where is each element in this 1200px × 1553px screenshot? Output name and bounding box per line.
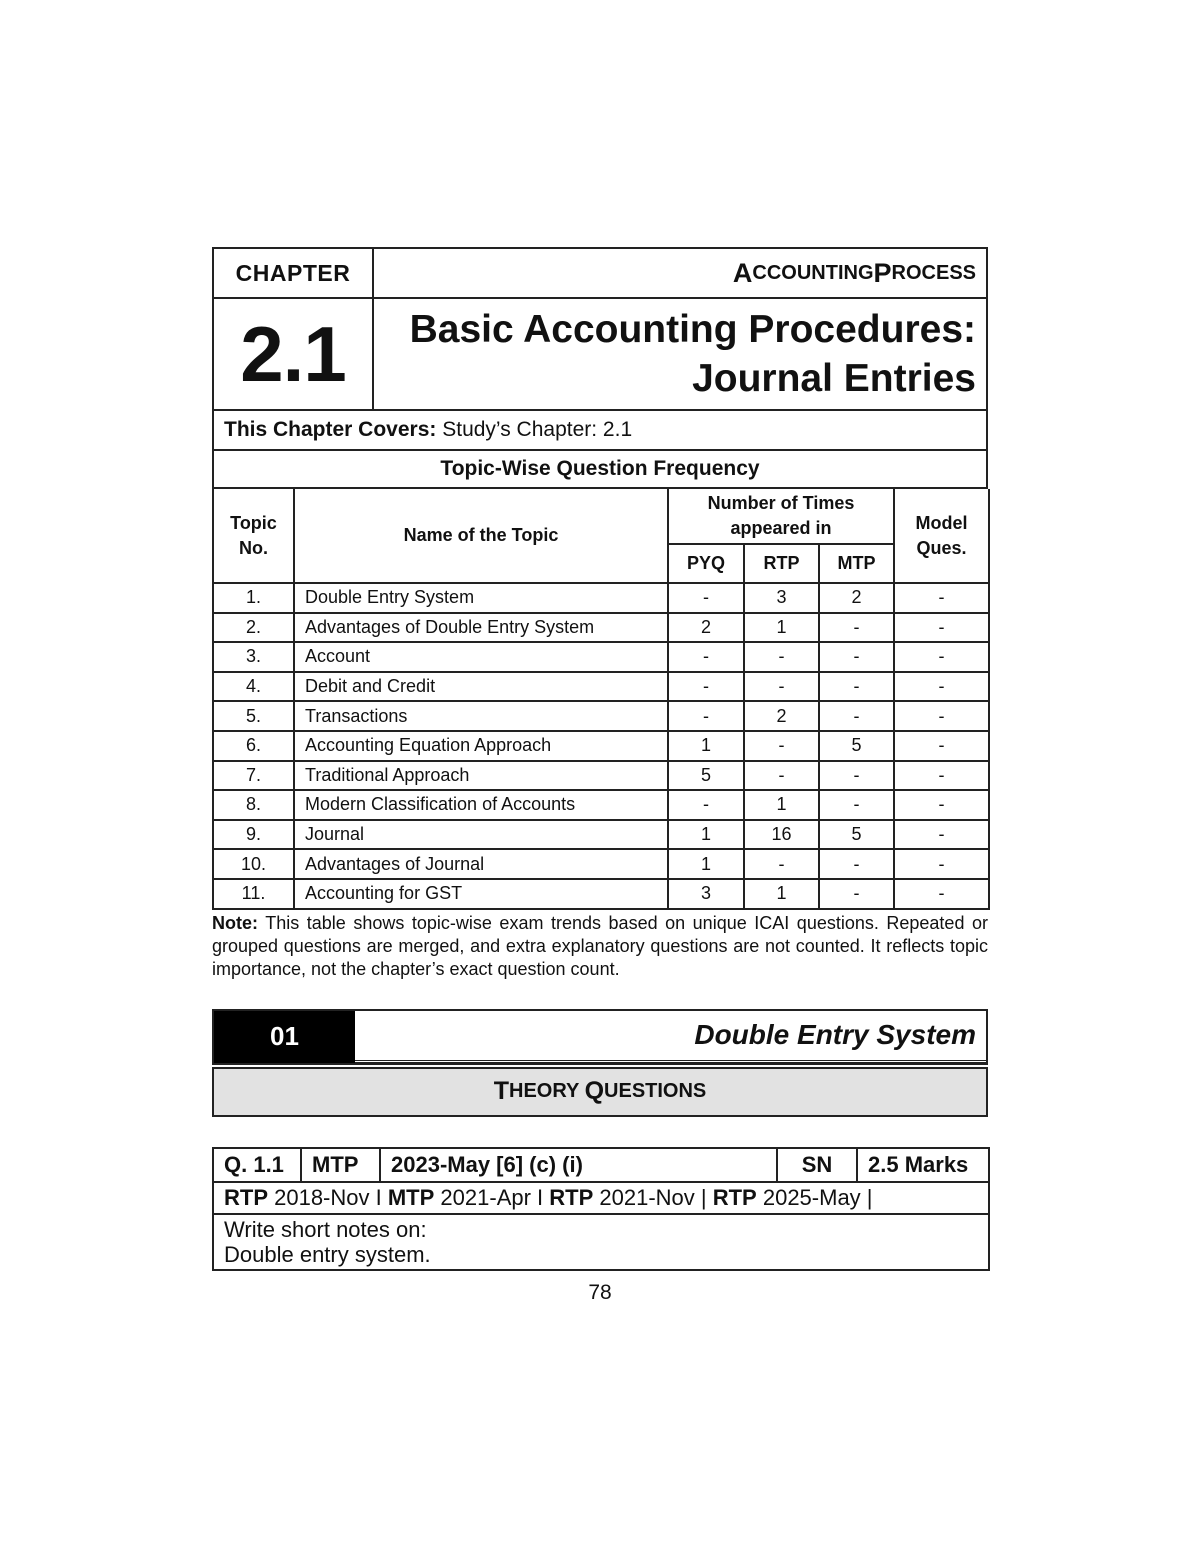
- table-row: [213, 583, 989, 613]
- reference-source: RTP: [224, 1184, 268, 1210]
- rtp-cell: -: [744, 672, 819, 702]
- rtp-cell: -: [744, 731, 819, 761]
- rtp-cell: -: [744, 761, 819, 791]
- table-row: [213, 672, 989, 702]
- covers-label: This Chapter Covers:: [224, 418, 437, 441]
- reference-source: RTP: [712, 1184, 757, 1210]
- theory-initial-1: T: [493, 1077, 509, 1106]
- question-source: MTP: [301, 1148, 380, 1182]
- model-ques-cell: -: [894, 583, 989, 613]
- reference-separator: |: [700, 1184, 713, 1210]
- chapter-title-line-1: Basic Accounting Procedures:: [409, 308, 976, 351]
- part-name-rest-2: ROCESS: [891, 261, 976, 284]
- pyq-cell: 1: [668, 820, 744, 850]
- topic-name-cell: Journal: [294, 820, 668, 850]
- question-type: SN: [777, 1148, 857, 1182]
- theory-rest-2: UESTIONS: [604, 1080, 707, 1103]
- section-header: [212, 1009, 988, 1065]
- pyq-cell: -: [668, 790, 744, 820]
- table-row: [213, 731, 989, 761]
- mtp-cell: 5: [819, 731, 894, 761]
- reference-separator: I: [537, 1184, 550, 1210]
- mtp-cell: 2: [819, 583, 894, 613]
- chapter-header: [212, 247, 988, 411]
- reference-date: 2021-Nov: [593, 1184, 701, 1210]
- header-times-appeared: [668, 489, 894, 544]
- header-rtp: RTP: [744, 544, 819, 583]
- topic-name-cell: Accounting Equation Approach: [294, 731, 668, 761]
- topic-name-cell: Double Entry System: [294, 583, 668, 613]
- question-references: [213, 1182, 989, 1214]
- question-attempt: 2023-May [6] (c) (i): [380, 1148, 777, 1182]
- question-text-line-1: Write short notes on:: [224, 1216, 427, 1242]
- topic-no-cell: 7.: [213, 761, 294, 791]
- part-name-rest-1: CCOUNTING: [752, 261, 874, 284]
- header-times-line-1: Number of Times: [707, 493, 855, 513]
- model-ques-cell: -: [894, 820, 989, 850]
- rtp-cell: 16: [744, 820, 819, 850]
- topic-no-cell: 11.: [213, 879, 294, 909]
- mtp-cell: -: [819, 790, 894, 820]
- pyq-cell: 1: [668, 731, 744, 761]
- topic-no-cell: 1.: [213, 583, 294, 613]
- reference-separator: |: [866, 1184, 873, 1210]
- table-row: [213, 820, 989, 850]
- note-text: This table shows topic-wise exam trends based on unique ICAI questions. Repeated or grouped questions are merged, and extra explanatory questions are not counted. It reflects topic importance, not the chapter’s exact question count.: [212, 912, 988, 979]
- mtp-cell: -: [819, 849, 894, 879]
- rtp-cell: 3: [744, 583, 819, 613]
- rtp-cell: 1: [744, 790, 819, 820]
- header-topic-name: Name of the Topic: [294, 489, 668, 583]
- model-ques-cell: -: [894, 701, 989, 731]
- chapter-label: CHAPTER: [214, 249, 374, 299]
- table-row: [213, 761, 989, 791]
- covers-value: Study’s Chapter: 2.1: [436, 418, 633, 441]
- table-row: [213, 642, 989, 672]
- page-number: 78: [588, 1281, 612, 1304]
- mtp-cell: -: [819, 672, 894, 702]
- question-text: [213, 1214, 989, 1270]
- rtp-cell: 1: [744, 879, 819, 909]
- question-id: Q. 1.1: [213, 1148, 301, 1182]
- reference-source: MTP: [387, 1184, 435, 1210]
- rtp-cell: -: [744, 642, 819, 672]
- pyq-cell: 5: [668, 761, 744, 791]
- mtp-cell: -: [819, 879, 894, 909]
- topic-name-cell: Advantages of Double Entry System: [294, 613, 668, 643]
- topic-name-cell: Account: [294, 642, 668, 672]
- reference-source: RTP: [549, 1184, 594, 1210]
- pyq-cell: -: [668, 583, 744, 613]
- section-number: 01: [214, 1011, 355, 1063]
- pyq-cell: 3: [668, 879, 744, 909]
- frequency-table: [212, 489, 990, 910]
- part-name-initial-2: P: [873, 257, 892, 288]
- part-name-initial-1: A: [732, 257, 753, 288]
- page-content: [212, 247, 988, 1271]
- topic-no-cell: 8.: [213, 790, 294, 820]
- part-name: [374, 249, 986, 299]
- table-row: [213, 701, 989, 731]
- theory-questions-banner: [212, 1067, 988, 1117]
- pyq-cell: -: [668, 672, 744, 702]
- theory-rest-1: HEORY: [509, 1080, 585, 1103]
- topic-no-cell: 6.: [213, 731, 294, 761]
- table-note: [212, 912, 988, 981]
- header-model-line-1: Model: [915, 512, 968, 533]
- header-topic-no-line-2: No.: [239, 537, 268, 558]
- chapter-title: [374, 299, 986, 411]
- topic-no-cell: 3.: [213, 642, 294, 672]
- question-text-line-2: Double entry system.: [224, 1241, 431, 1267]
- frequency-title: Topic-Wise Question Frequency: [212, 451, 988, 489]
- rtp-cell: 2: [744, 701, 819, 731]
- mtp-cell: -: [819, 701, 894, 731]
- model-ques-cell: -: [894, 790, 989, 820]
- topic-name-cell: Transactions: [294, 701, 668, 731]
- mtp-cell: -: [819, 642, 894, 672]
- model-ques-cell: -: [894, 731, 989, 761]
- header-model-line-2: Ques.: [916, 537, 967, 558]
- chapter-covers: [212, 411, 988, 451]
- pyq-cell: 2: [668, 613, 744, 643]
- model-ques-cell: -: [894, 849, 989, 879]
- table-row: [213, 879, 989, 909]
- pyq-cell: 1: [668, 849, 744, 879]
- theory-initial-2: Q: [584, 1077, 605, 1106]
- model-ques-cell: -: [894, 761, 989, 791]
- section-title: Double Entry System: [355, 1011, 986, 1063]
- rtp-cell: -: [744, 849, 819, 879]
- pyq-cell: -: [668, 701, 744, 731]
- reference-date: 2018-Nov: [268, 1184, 376, 1210]
- question-box: [212, 1147, 990, 1271]
- chapter-number: 2.1: [214, 299, 374, 411]
- topic-name-cell: Debit and Credit: [294, 672, 668, 702]
- model-ques-cell: -: [894, 672, 989, 702]
- model-ques-cell: -: [894, 613, 989, 643]
- reference-date: 2021-Apr: [434, 1184, 538, 1210]
- reference-separator: I: [375, 1184, 388, 1210]
- topic-no-cell: 10.: [213, 849, 294, 879]
- note-label: Note:: [212, 912, 258, 933]
- table-row: [213, 613, 989, 643]
- topic-no-cell: 2.: [213, 613, 294, 643]
- pyq-cell: -: [668, 642, 744, 672]
- model-ques-cell: -: [894, 642, 989, 672]
- header-pyq: PYQ: [668, 544, 744, 583]
- topic-no-cell: 4.: [213, 672, 294, 702]
- header-topic-no: [213, 489, 294, 583]
- question-marks: 2.5 Marks: [857, 1148, 989, 1182]
- header-times-line-2: appeared in: [730, 518, 832, 538]
- model-ques-cell: -: [894, 879, 989, 909]
- reference-date: 2025-May: [756, 1184, 867, 1210]
- mtp-cell: 5: [819, 820, 894, 850]
- topic-name-cell: Traditional Approach: [294, 761, 668, 791]
- topic-no-cell: 5.: [213, 701, 294, 731]
- rtp-cell: 1: [744, 613, 819, 643]
- topic-no-cell: 9.: [213, 820, 294, 850]
- table-row: [213, 790, 989, 820]
- topic-name-cell: Advantages of Journal: [294, 849, 668, 879]
- mtp-cell: -: [819, 613, 894, 643]
- header-mtp: MTP: [819, 544, 894, 583]
- mtp-cell: -: [819, 761, 894, 791]
- topic-name-cell: Modern Classification of Accounts: [294, 790, 668, 820]
- chapter-title-line-2: Journal Entries: [692, 357, 976, 400]
- header-model-ques: [894, 489, 989, 583]
- table-row: [213, 849, 989, 879]
- header-topic-no-line-1: Topic: [230, 512, 277, 533]
- topic-name-cell: Accounting for GST: [294, 879, 668, 909]
